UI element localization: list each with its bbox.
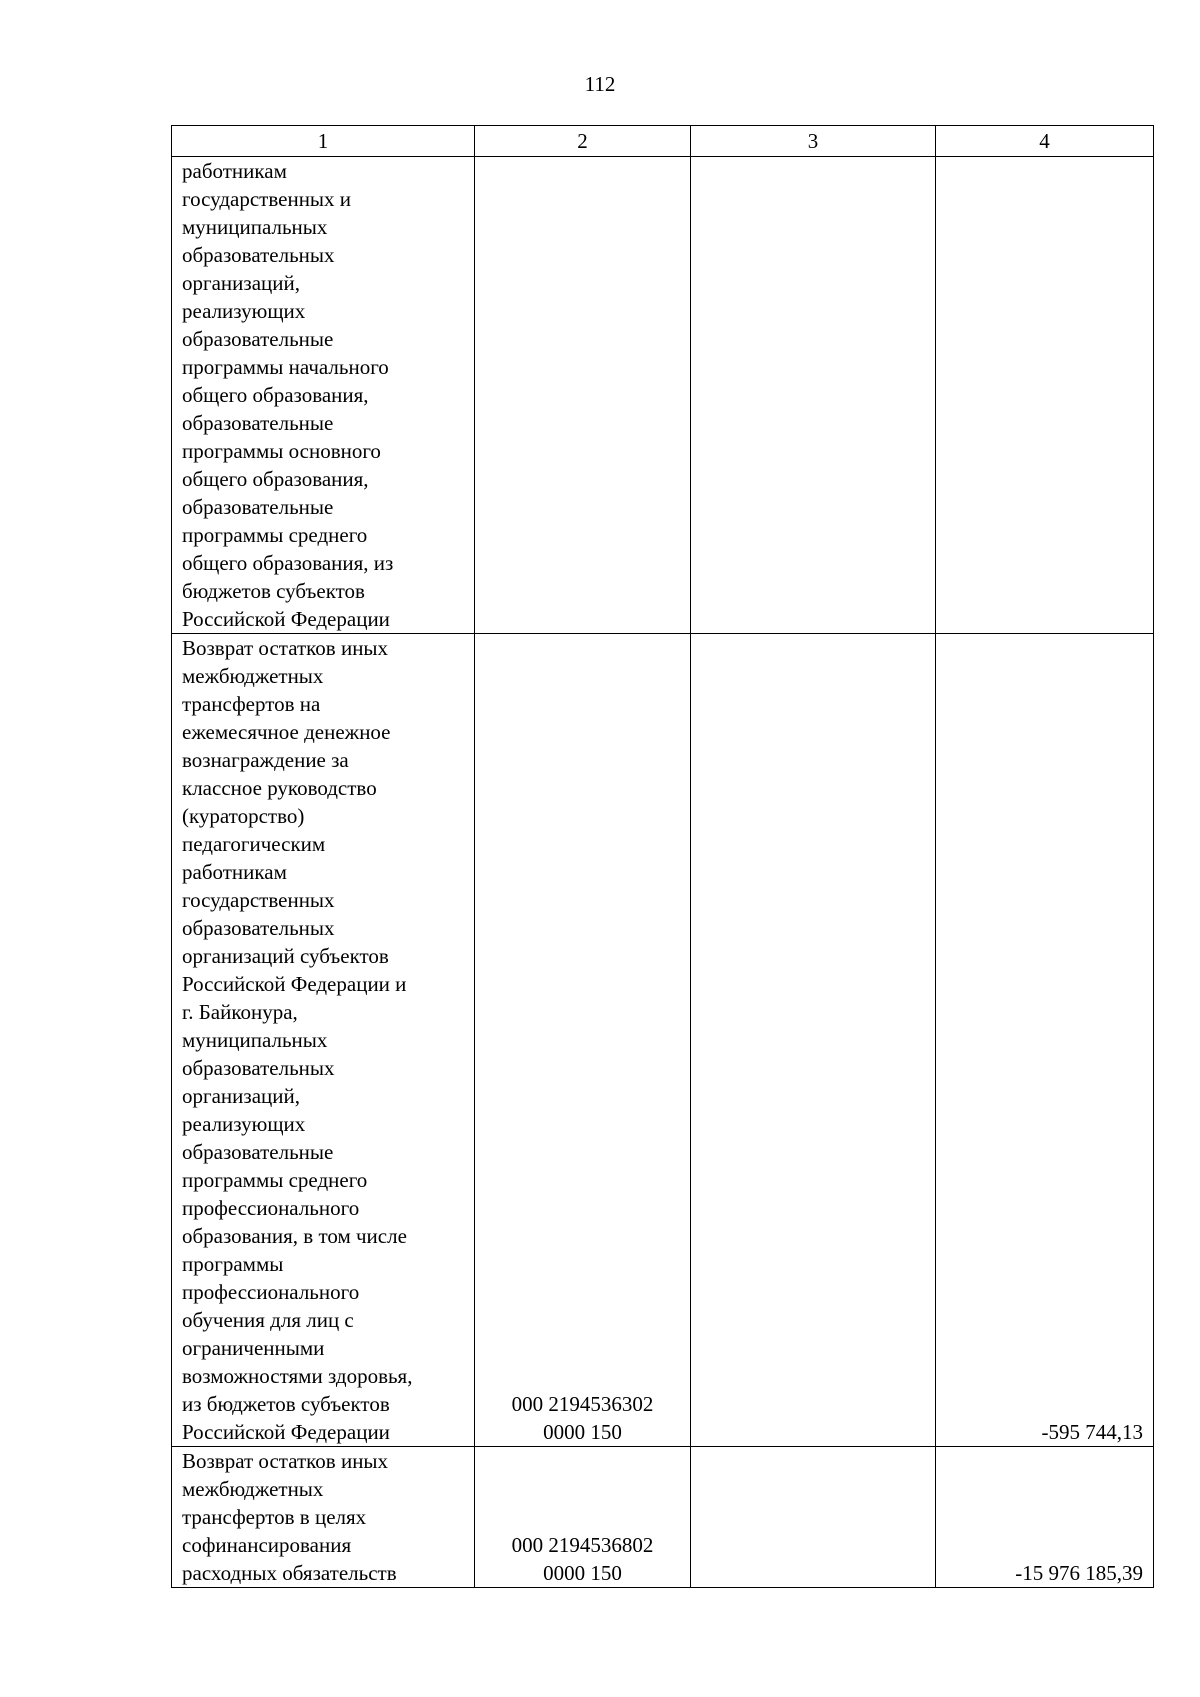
row-col3 (691, 634, 936, 1447)
row-name: Возврат остатков иных межбюджетных трансфертов в целях софинансирования расходных обязательств (172, 1447, 475, 1588)
row-amount: -595 744,13 (936, 634, 1154, 1447)
header-col-3: 3 (691, 126, 936, 157)
row-amount (936, 157, 1154, 634)
table-row (172, 1447, 1154, 1588)
table-row (172, 157, 1154, 634)
header-row (172, 126, 1154, 157)
row-amount: -15 976 185,39 (936, 1447, 1154, 1588)
row-code (475, 157, 691, 634)
page-number: 112 (584, 72, 616, 96)
budget-table (171, 125, 1154, 1588)
table-header (172, 126, 1154, 157)
table-body (172, 157, 1154, 1588)
row-name: работникам государственных и муниципальных образовательных организаций, реализующих образовательные программы начального общего образования, образовательные программы основного общего образования, образовательные программы среднего общего образования, из бюджетов субъектов Российской Федерации (172, 157, 475, 634)
table-row (172, 634, 1154, 1447)
row-code: 000 2194536802 0000 150 (475, 1447, 691, 1588)
header-col-2: 2 (475, 126, 691, 157)
row-name: Возврат остатков иных межбюджетных трансфертов на ежемесячное денежное вознаграждение за классное руководство (кураторство) педагогическим работникам государственных образовательных организаций субъектов Российской Федерации и г. Байконура, муниципальных образовательных организаций, реализующих образовательные программы среднего профессионального образования, в том числе программы профессионального обучения для лиц с ограниченными возможностями здоровья, из бюджетов субъектов Российской Федерации (172, 634, 475, 1447)
header-col-4: 4 (936, 126, 1154, 157)
row-col3 (691, 157, 936, 634)
row-col3 (691, 1447, 936, 1588)
header-col-1: 1 (172, 126, 475, 157)
row-code: 000 2194536302 0000 150 (475, 634, 691, 1447)
